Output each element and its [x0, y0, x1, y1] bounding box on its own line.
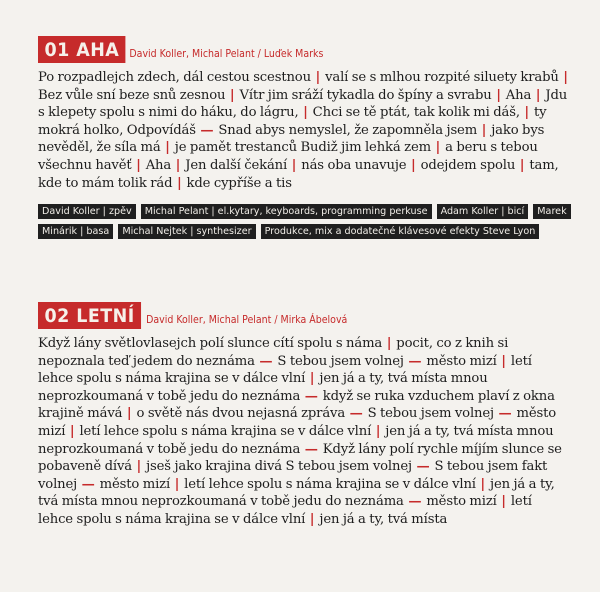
lyric-segment: Aha: [505, 87, 535, 103]
lyric-segment: tam, kde to mám tolik rád: [38, 157, 559, 191]
song-lyrics: [38, 335, 568, 529]
lyric-segment: odejdem spolu: [420, 157, 519, 173]
lyric-separator: |: [291, 157, 301, 173]
personnel-tag: Michal Pelant | el.kytary, keyboards, programming perkuse: [141, 204, 432, 219]
lyric-separator: —: [259, 353, 277, 369]
lyric-segment: jseš jako krajina divá S tebou jsem volnej: [146, 459, 416, 475]
lyric-segment: jako bys nevěděl, že síla má: [38, 122, 545, 156]
lyric-separator: —: [304, 388, 322, 404]
lyric-separator: |: [136, 459, 146, 475]
lyric-segment: Jen další čekání: [185, 157, 291, 173]
lyric-segment: S tebou jsem volnej: [367, 406, 498, 422]
lyric-segment: Po rozpadlejch zdech, dál cestou scestnou: [38, 70, 315, 85]
lyric-segment: jen já a ty, tvá místa mnou neprozkoumaná v tobě jedu do neznáma: [38, 371, 488, 404]
lyric-separator: |: [501, 353, 510, 369]
lyric-separator: —: [416, 459, 434, 475]
lyric-segment: a beru s tebou všechnu havěť: [38, 140, 538, 173]
lyric-separator: —: [200, 122, 218, 138]
lyric-separator: |: [375, 423, 385, 439]
lyric-segment: kde cypříše a tis: [186, 175, 292, 191]
lyric-segment: Vítr jim sráží tykadla do špíny a svrabu: [239, 87, 496, 103]
lyric-separator: —: [349, 406, 367, 422]
personnel-tag: Marek Minárik | basa: [38, 204, 571, 239]
lyric-segment: letí lehce spolu s náma krajina se v dálce vlní: [184, 476, 480, 492]
personnel-credits: [38, 202, 568, 242]
song-credit: David Koller, Michal Pelant / Mirka Ábelová: [146, 314, 348, 326]
lyric-separator: |: [315, 70, 325, 85]
lyric-separator: |: [519, 157, 529, 173]
lyric-separator: —: [81, 476, 99, 492]
lyric-segment: o světě nás dvou nejasná zpráva: [136, 406, 349, 422]
song-letni: [38, 302, 568, 529]
lyric-separator: |: [309, 371, 319, 387]
personnel-tag: David Koller | zpěv: [38, 204, 136, 219]
lyric-segment: město mizí: [426, 494, 501, 510]
lyric-segment: pocit, co z knih si nepoznala teď jedem do neznáma: [38, 336, 509, 369]
lyric-separator: |: [410, 157, 420, 173]
lyric-separator: |: [435, 140, 445, 156]
lyric-separator: |: [126, 406, 136, 422]
lyric-segment: když se ruka vzduchem plaví z okna krajině mává: [38, 388, 555, 422]
lyric-segment: nás oba unavuje: [301, 157, 410, 173]
lyric-segment: město mizí: [426, 353, 501, 369]
lyric-separator: |: [501, 494, 510, 510]
personnel-tag: Produkce, mix a dodatečné klávesové efekty Steve Lyon: [261, 224, 540, 239]
lyric-separator: |: [386, 336, 396, 351]
song-title: 01 AHA: [38, 36, 126, 63]
lyric-separator: —: [304, 441, 322, 457]
lyric-segment: Když lány světlovlasejch polí slunce cítí spolu s náma: [38, 336, 386, 351]
lyric-segment: Jdu s klepety spolu s nimi do háku, do lágru,: [38, 87, 568, 121]
song-header: [38, 36, 568, 63]
song-lyrics: [38, 69, 568, 192]
lyric-separator: |: [480, 476, 490, 492]
lyric-separator: |: [481, 122, 491, 138]
lyric-segment: jen já a ty, tvá místa: [319, 511, 448, 527]
song-credit: David Koller, Michal Pelant / Luďek Marks: [129, 48, 324, 60]
lyric-segment: S tebou jsem volnej: [277, 353, 408, 369]
lyric-separator: |: [563, 70, 568, 85]
lyric-segment: jen já a ty, tvá místa mnou neprozkoumaná v tobě jedu do neznáma: [38, 476, 555, 510]
lyric-segment: valí se s mlhou rozpité siluety krabů: [325, 70, 563, 85]
personnel-tag: Michal Nejtek | synthesizer: [118, 224, 255, 239]
lyric-segment: letí lehce spolu s náma krajina se v dálce vlní: [79, 423, 375, 439]
lyric-separator: |: [69, 423, 79, 439]
lyric-separator: |: [303, 105, 312, 121]
lyric-segment: S tebou jsem fakt volnej: [38, 459, 548, 492]
lyric-segment: Bez vůle sní beze snů zesnou: [38, 87, 229, 103]
lyric-separator: —: [408, 353, 426, 369]
lyric-segment: Aha: [145, 157, 175, 173]
lyric-segment: Když lány polí rychle míjím slunce se pobaveně dívá: [38, 441, 562, 475]
lyric-segment: jen já a ty, tvá místa mnou neprozkoumaná v tobě jedu do neznáma: [38, 423, 554, 457]
lyric-separator: |: [524, 105, 534, 121]
lyric-segment: Chci se tě ptát, tak kolik mi dáš,: [312, 105, 524, 121]
lyric-segment: město mizí: [38, 406, 557, 439]
lyric-separator: —: [408, 494, 426, 510]
lyric-separator: |: [174, 476, 184, 492]
song-title: 02 LETNÍ: [38, 302, 141, 329]
song-header: [38, 302, 568, 329]
lyric-separator: |: [175, 157, 185, 173]
lyric-segment: Snad abys nemyslel, že zapomněla jsem: [218, 122, 481, 138]
lyric-segment: letí lehce spolu s náma krajina se v dálce vlní: [38, 353, 532, 387]
lyric-separator: —: [498, 406, 516, 422]
lyric-separator: |: [176, 175, 186, 191]
personnel-tag: Adam Koller | bicí: [437, 204, 529, 219]
lyric-separator: |: [136, 157, 145, 173]
lyric-segment: město mizí: [99, 476, 174, 492]
lyric-separator: |: [165, 140, 174, 156]
lyric-separator: |: [229, 87, 239, 103]
lyric-separator: |: [496, 87, 505, 103]
lyric-segment: ty mokrá holko, Odpovídáš: [38, 105, 547, 138]
lyric-segment: je pamět trestanců Budiž jim lehká zem: [174, 140, 435, 156]
song-aha: [38, 36, 568, 242]
lyric-segment: letí lehce spolu s náma krajina se v dálce vlní: [38, 494, 532, 527]
lyric-separator: |: [535, 87, 545, 103]
lyric-separator: |: [309, 511, 319, 527]
